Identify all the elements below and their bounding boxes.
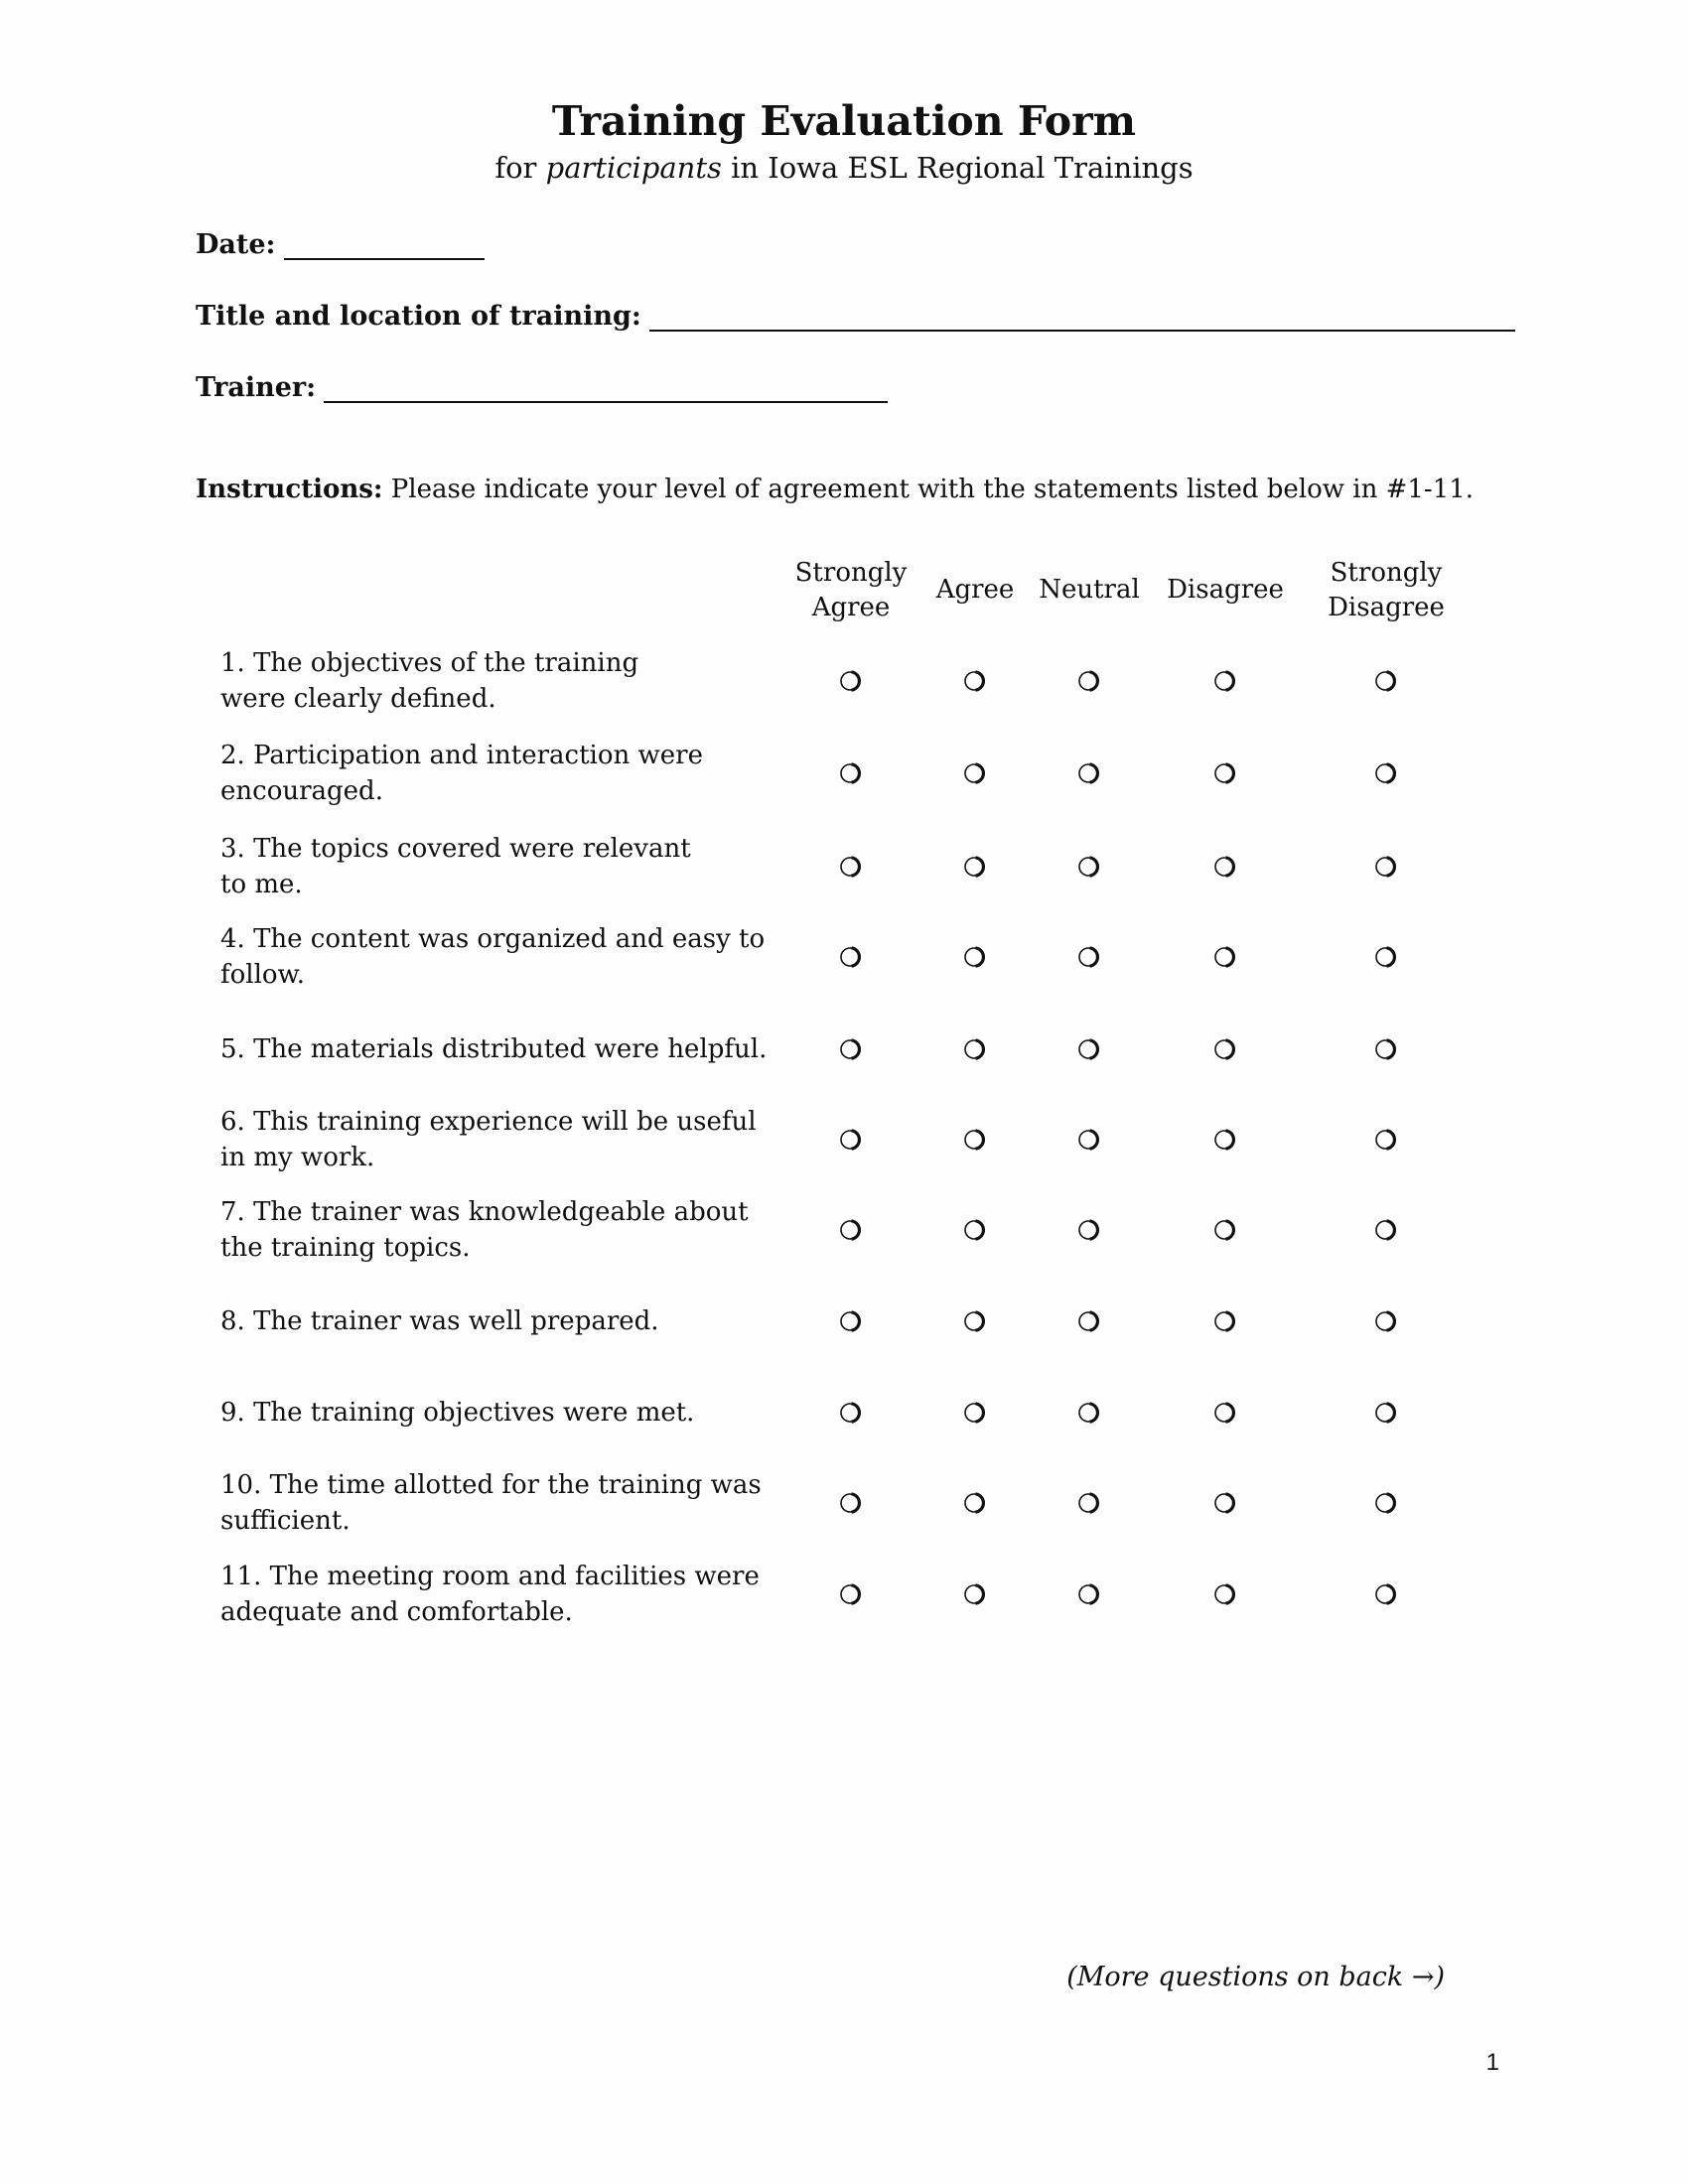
radio-circle-icon <box>1373 668 1399 694</box>
radio-circle-icon <box>1212 1490 1238 1516</box>
radio-circle-icon <box>1373 1308 1399 1334</box>
rating-radio-option[interactable] <box>962 1400 988 1426</box>
radio-circle-icon <box>1076 1308 1102 1334</box>
rating-radio-option[interactable] <box>1373 1127 1399 1153</box>
more-questions-note: (More questions on back →) <box>1066 1962 1445 1992</box>
rating-radio-option[interactable] <box>962 854 988 880</box>
date-field <box>196 224 485 260</box>
radio-circle-icon <box>1076 1400 1102 1426</box>
radio-circle-icon <box>1373 1036 1399 1062</box>
rating-radio-option[interactable] <box>1076 760 1102 786</box>
rating-radio-option[interactable] <box>1212 1217 1238 1243</box>
rating-radio-option[interactable] <box>1076 1217 1102 1243</box>
radio-circle-icon <box>1373 944 1399 970</box>
radio-circle-icon <box>1076 944 1102 970</box>
question-text: 8. The trainer was well prepared. <box>220 1306 659 1336</box>
scale-header-0: Strongly Agree <box>794 558 908 622</box>
page-number: 1 <box>1485 2049 1499 2076</box>
radio-circle-icon <box>962 854 988 880</box>
instructions <box>196 475 1486 504</box>
radio-circle-icon <box>962 1036 988 1062</box>
rating-radio-option[interactable] <box>838 1490 864 1516</box>
radio-circle-icon <box>962 760 988 786</box>
radio-circle-icon <box>1212 944 1238 970</box>
rating-radio-option[interactable] <box>1076 1581 1102 1607</box>
question-text: 6. This training experience will be useful in my work. <box>220 1107 757 1172</box>
rating-radio-option[interactable] <box>1373 1581 1399 1607</box>
rating-radio-option[interactable] <box>962 1581 988 1607</box>
question-text: 9. The training objectives were met. <box>220 1398 695 1428</box>
radio-circle-icon <box>838 1127 864 1153</box>
question-text: 10. The time allotted for the training was sufficient. <box>220 1470 762 1536</box>
radio-circle-icon <box>1373 1400 1399 1426</box>
subtitle-suffix: in Iowa ESL Regional Trainings <box>721 151 1194 185</box>
radio-circle-icon <box>1212 1217 1238 1243</box>
date-label: Date: <box>196 229 276 260</box>
scale-header-4: Strongly Disagree <box>1328 558 1445 622</box>
question-text: 5. The materials distributed were helpful. <box>220 1034 768 1064</box>
trainer-field <box>196 367 888 403</box>
rating-radio-option[interactable] <box>1076 1400 1102 1426</box>
rating-radio-option[interactable] <box>1212 944 1238 970</box>
radio-circle-icon <box>962 668 988 694</box>
radio-circle-icon <box>1373 1581 1399 1607</box>
radio-circle-icon <box>1212 1400 1238 1426</box>
rating-radio-option[interactable] <box>1212 668 1238 694</box>
radio-circle-icon <box>962 1308 988 1334</box>
rating-radio-option[interactable] <box>1373 854 1399 880</box>
rating-radio-option[interactable] <box>962 1127 988 1153</box>
rating-radio-option[interactable] <box>962 668 988 694</box>
radio-circle-icon <box>1076 1490 1102 1516</box>
rating-radio-option[interactable] <box>838 854 864 880</box>
rating-radio-option[interactable] <box>1212 1490 1238 1516</box>
radio-circle-icon <box>1076 760 1102 786</box>
radio-circle-icon <box>1076 1217 1102 1243</box>
rating-radio-option[interactable] <box>838 760 864 786</box>
rating-radio-option[interactable] <box>838 1308 864 1334</box>
title-location-field <box>196 296 1515 332</box>
rating-radio-option[interactable] <box>1373 1036 1399 1062</box>
question-text: 4. The content was organized and easy to follow. <box>220 924 766 990</box>
question-text: 1. The objectives of the training were clearly defined. <box>220 648 639 714</box>
rating-radio-option[interactable] <box>1373 1490 1399 1516</box>
trainer-input-line[interactable] <box>324 373 888 403</box>
rating-radio-option[interactable] <box>962 1308 988 1334</box>
rating-radio-option[interactable] <box>1373 1400 1399 1426</box>
rating-radio-option[interactable] <box>1076 1490 1102 1516</box>
radio-circle-icon <box>838 760 864 786</box>
radio-circle-icon <box>838 668 864 694</box>
radio-circle-icon <box>838 1400 864 1426</box>
radio-circle-icon <box>962 1490 988 1516</box>
rating-radio-option[interactable] <box>1212 854 1238 880</box>
radio-circle-icon <box>838 1581 864 1607</box>
rating-radio-option[interactable] <box>838 1581 864 1607</box>
rating-radio-option[interactable] <box>838 668 864 694</box>
radio-circle-icon <box>1212 854 1238 880</box>
radio-circle-icon <box>1373 760 1399 786</box>
rating-radio-option[interactable] <box>838 1217 864 1243</box>
instructions-text: Please indicate your level of agreement with the statements listed below in #1-11. <box>382 475 1475 504</box>
question-text: 7. The trainer was knowledgeable about the training topics. <box>220 1197 749 1263</box>
radio-circle-icon <box>1373 1127 1399 1153</box>
question-text: 11. The meeting room and facilities were adequate and comfortable. <box>220 1562 760 1627</box>
radio-circle-icon <box>1076 1127 1102 1153</box>
radio-circle-icon <box>1212 1581 1238 1607</box>
form-subtitle <box>0 151 1688 186</box>
form-title: Training Evaluation Form <box>551 97 1137 145</box>
radio-circle-icon <box>962 1400 988 1426</box>
radio-circle-icon <box>838 1308 864 1334</box>
rating-radio-option[interactable] <box>1076 1036 1102 1062</box>
radio-circle-icon <box>838 854 864 880</box>
scale-header-2: Neutral <box>1039 575 1140 605</box>
radio-circle-icon <box>1076 1036 1102 1062</box>
rating-radio-option[interactable] <box>1373 1217 1399 1243</box>
radio-circle-icon <box>1212 1036 1238 1062</box>
rating-radio-option[interactable] <box>962 760 988 786</box>
question-text: 2. Participation and interaction were encouraged. <box>220 741 703 806</box>
radio-circle-icon <box>1373 854 1399 880</box>
subtitle-prefix: for <box>494 151 546 185</box>
rating-radio-option[interactable] <box>962 944 988 970</box>
radio-circle-icon <box>838 1217 864 1243</box>
title-location-label: Title and location of training: <box>196 301 641 332</box>
radio-circle-icon <box>1076 1581 1102 1607</box>
radio-circle-icon <box>1076 668 1102 694</box>
radio-circle-icon <box>962 1127 988 1153</box>
rating-radio-option[interactable] <box>1373 668 1399 694</box>
rating-radio-option[interactable] <box>1212 1400 1238 1426</box>
rating-radio-option[interactable] <box>1212 1127 1238 1153</box>
rating-radio-option[interactable] <box>838 944 864 970</box>
radio-circle-icon <box>1212 1127 1238 1153</box>
radio-circle-icon <box>838 1036 864 1062</box>
rating-radio-option[interactable] <box>1212 1036 1238 1062</box>
question-text: 3. The topics covered were relevant to me. <box>220 834 691 899</box>
radio-circle-icon <box>838 1490 864 1516</box>
rating-radio-option[interactable] <box>962 1036 988 1062</box>
subtitle-emphasis: participants <box>545 151 722 185</box>
rating-radio-option[interactable] <box>1076 1308 1102 1334</box>
title-location-input-line[interactable] <box>649 302 1515 332</box>
rating-radio-option[interactable] <box>1076 944 1102 970</box>
radio-circle-icon <box>1212 760 1238 786</box>
radio-circle-icon <box>962 1217 988 1243</box>
rating-radio-option[interactable] <box>1076 1127 1102 1153</box>
radio-circle-icon <box>962 944 988 970</box>
date-input-line[interactable] <box>284 230 485 260</box>
rating-radio-option[interactable] <box>962 1490 988 1516</box>
rating-radio-option[interactable] <box>1373 944 1399 970</box>
rating-radio-option[interactable] <box>1076 854 1102 880</box>
rating-radio-option[interactable] <box>1373 1308 1399 1334</box>
radio-circle-icon <box>1076 854 1102 880</box>
radio-circle-icon <box>838 944 864 970</box>
rating-radio-option[interactable] <box>1212 1581 1238 1607</box>
trainer-label: Trainer: <box>196 372 317 403</box>
rating-radio-option[interactable] <box>838 1127 864 1153</box>
radio-circle-icon <box>1212 668 1238 694</box>
rating-radio-option[interactable] <box>838 1400 864 1426</box>
scale-header-3: Disagree <box>1167 575 1284 605</box>
rating-radio-option[interactable] <box>1212 1308 1238 1334</box>
rating-radio-option[interactable] <box>962 1217 988 1243</box>
rating-radio-option[interactable] <box>1373 760 1399 786</box>
rating-radio-option[interactable] <box>1212 760 1238 786</box>
rating-radio-option[interactable] <box>1076 668 1102 694</box>
radio-circle-icon <box>1212 1308 1238 1334</box>
radio-circle-icon <box>1373 1217 1399 1243</box>
scale-header-1: Agree <box>935 575 1015 605</box>
instructions-label: Instructions: <box>196 475 383 504</box>
radio-circle-icon <box>962 1581 988 1607</box>
rating-radio-option[interactable] <box>838 1036 864 1062</box>
radio-circle-icon <box>1373 1490 1399 1516</box>
